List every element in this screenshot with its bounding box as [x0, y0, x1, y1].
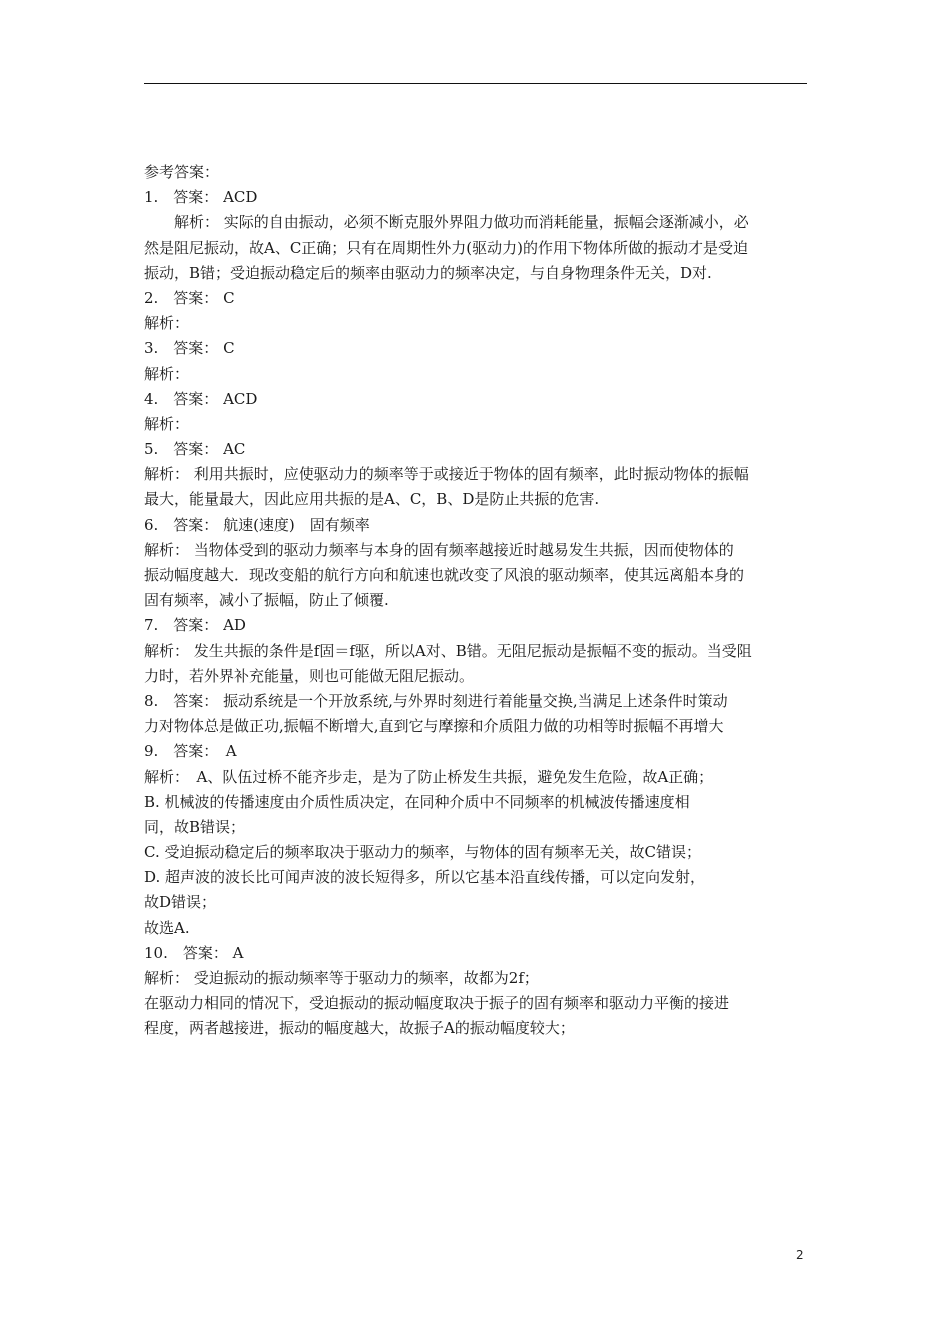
answer-line: 6. 答案： 航速(速度) 固有频率 [144, 515, 370, 534]
answer-line: 9. 答案： A [144, 742, 237, 761]
answer-line: 3. 答案： C [144, 339, 235, 358]
answer-line: 力对物体总是做正功,振幅不断增大,直到它与摩擦和介质阻力做的功相等时振幅不再增大 [144, 717, 724, 736]
answer-line: 振动幅度越大．现改变船的航行方向和航速也就改变了风浪的驱动频率，使其远离船本身的 [144, 566, 745, 584]
answer-line: 在驱动力相同的情况下，受迫振动的振动幅度取决于振子的固有频率和驱动力平衡的接进 [144, 994, 730, 1013]
answer-line: 最大，能量最大，因此应用共振的是A、C，B、D是防止共振的危害. [144, 490, 600, 509]
answer-line: 2. 答案： C [144, 288, 235, 307]
answer-line: 程度，两者越接进，振动的幅度越大，故振子A的振动幅度较大； [144, 1019, 575, 1038]
answer-line: 力时，若外界补充能量，则也可能做无阻尼振动。 [144, 666, 475, 685]
page-number: 2 [796, 1248, 804, 1262]
answer-line: 5. 答案： AC [144, 440, 246, 459]
header-rule [144, 83, 807, 84]
answer-line: 解析： 实际的自由振动，必须不断克服外界阻力做功而消耗能量，振幅会逐渐减小，必 [174, 213, 749, 232]
answer-line: 解析： 利用共振时，应使驱动力的频率等于或接近于物体的固有频率，此时振动物体的振幅 [144, 465, 749, 484]
answer-section [144, 160, 809, 1042]
answer-line: 振动，B错；受迫振动稳定后的频率由驱动力的频率决定，与自身物理条件无关，D对. [144, 263, 712, 282]
answer-line: 解析： [144, 314, 190, 333]
answer-line: D. 超声波的波长比可闻声波的波长短得多，所以它基本沿直线传播，可以定向发射， [144, 868, 706, 887]
answer-lines [144, 185, 809, 1041]
answer-line: C. 受迫振动稳定后的频率取决于驱动力的频率，与物体的固有频率无关，故C错误； [144, 843, 701, 862]
answer-line: 4. 答案： ACD [144, 389, 258, 408]
section-heading: 参考答案： [144, 163, 220, 181]
answer-line: 解析： [144, 414, 190, 433]
answer-line: 然是阻尼振动，故A、C正确；只有在周期性外力(驱动力)的作用下物体所做的振动才是受迫 [144, 238, 749, 257]
answer-line: 8. 答案： 振动系统是一个开放系统,与外界时刻进行着能量交换,当满足上述条件时策动 [144, 691, 728, 710]
answer-line: 解析： 当物体受到的驱动力频率与本身的固有频率越接近时越易发生共振，因而使物体的 [144, 540, 734, 559]
answer-line: 固有频率，减小了振幅，防止了倾覆. [144, 591, 389, 610]
answer-line: 7. 答案： AD [144, 616, 246, 635]
answer-line: B. 机械波的传播速度由介质性质决定，在同种介质中不同频率的机械波传播速度相 [144, 792, 690, 811]
answer-line: 同，故B错误； [144, 817, 246, 836]
answer-line: 故选A. [144, 918, 190, 937]
answer-line: 10. 答案： A [144, 943, 244, 962]
answer-line: 解析： [144, 364, 190, 383]
answer-line: 解析： A、队伍过桥不能齐步走，是为了防止桥发生共振，避免发生危险，故A正确； [144, 767, 714, 786]
answer-line: 解析： 受迫振动的振动频率等于驱动力的频率，故都为2f； [144, 969, 539, 987]
answer-line: 解析： 发生共振的条件是f固＝f驱，所以A对、B错。无阻尼振动是振幅不变的振动。当受阻 [144, 641, 752, 660]
answer-line: 1. 答案： ACD [144, 188, 258, 207]
answer-line: 故D错误； [144, 893, 217, 912]
